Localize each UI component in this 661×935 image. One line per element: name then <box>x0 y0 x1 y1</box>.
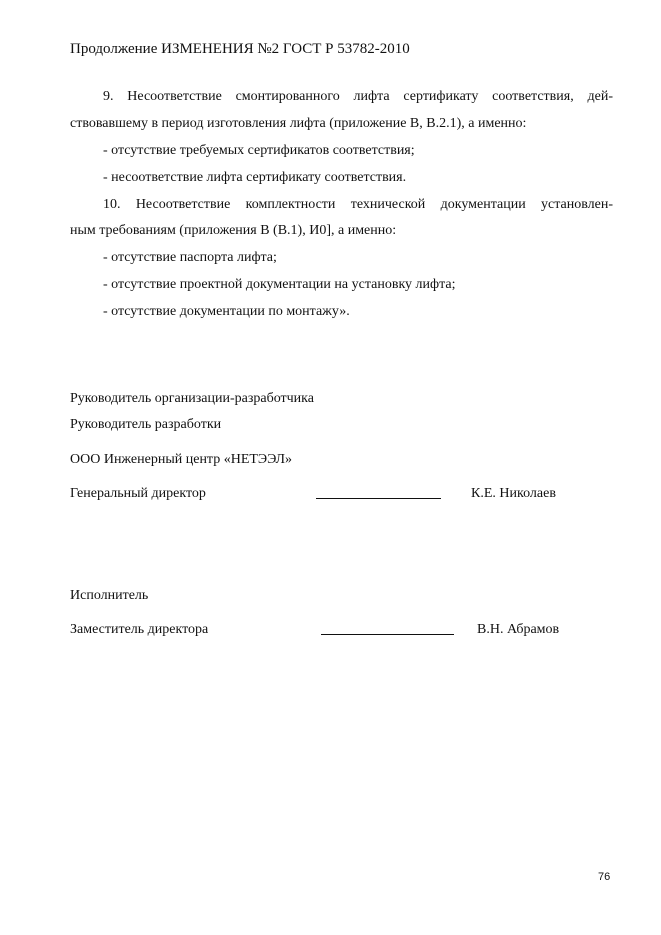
general-director-name: К.Е. Николаев <box>471 486 556 501</box>
general-director-title: Генеральный директор <box>70 486 206 501</box>
item-9-bullet-1: - отсутствие требуемых сертификатов соответствия; <box>103 143 415 158</box>
item-9-line-2: ствовавшему в период изготовления лифта (приложение В, В.2.1), а именно: <box>70 116 527 131</box>
deputy-director-title: Заместитель директора <box>70 622 209 637</box>
item-10-bullet-2: - отсутствие проектной документации на установку лифта; <box>103 277 456 292</box>
item-10-line-1: 10. Несоответствие комплектности технической документации установлен- <box>103 197 613 212</box>
general-director-signature-line <box>316 498 441 499</box>
item-9-line-1: 9. Несоответствие смонтированного лифта сертификату соответствия, дей- <box>103 89 613 104</box>
developer-head-label: Руководитель организации-разработчика <box>70 391 314 406</box>
deputy-director-signature-line <box>321 634 454 635</box>
item-9-bullet-2: - несоответствие лифта сертификату соответствия. <box>103 170 407 185</box>
item-10-line-2: ным требованиям (приложения В (В.1), И0], а именно: <box>70 223 397 238</box>
organization-name: ООО Инженерный центр «НЕТЭЭЛ» <box>70 452 293 467</box>
page-number: 76 <box>598 871 611 883</box>
development-head-label: Руководитель разработки <box>70 417 222 432</box>
item-10-bullet-3: - отсутствие документации по монтажу». <box>103 304 350 319</box>
executor-label: Исполнитель <box>70 588 149 603</box>
page-header: Продолжение ИЗМЕНЕНИЯ №2 ГОСТ Р 53782-2010 <box>70 41 410 57</box>
item-10-bullet-1: - отсутствие паспорта лифта; <box>103 250 277 265</box>
deputy-director-name: В.Н. Абрамов <box>477 622 560 637</box>
